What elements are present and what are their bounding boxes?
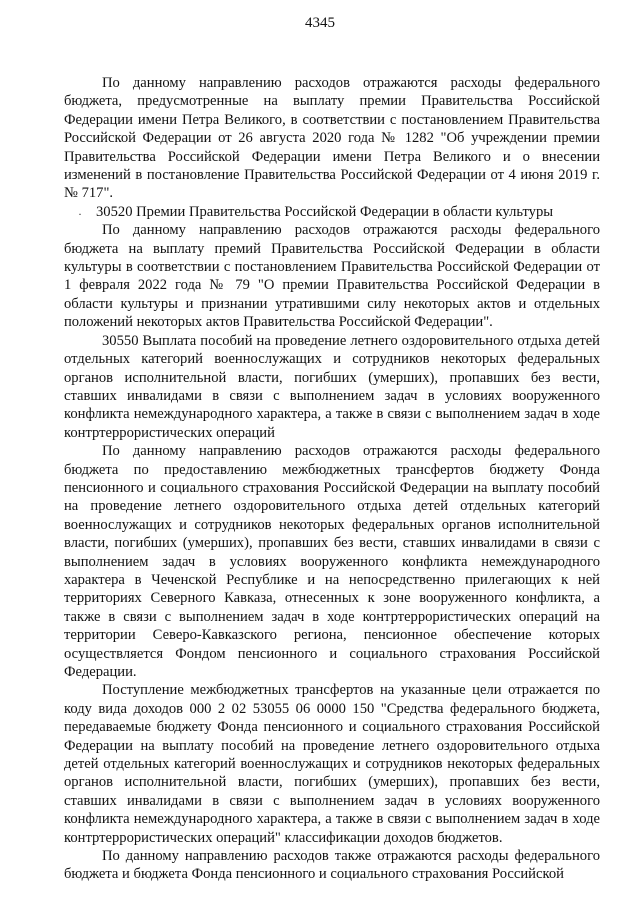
paragraph-culture-prizes: По данному направлению расходов отражаются расходы федерального бюджета на выплату премий Правительства Российской Федерации в области культуры в соответствии с постановлением Правительства Российской Федерации от 1 февраля 2022 года № 79 "О премии Правительства Российской Федерации в области культуры и признании утратившими силу некоторых актов и отдельных положений некоторых актов Правительства Российской Федерации". xyxy=(64,222,600,331)
paragraph-income-code: Поступление межбюджетных трансфертов на указанные цели отражается по коду вида доходов 000 2 02 53055 06 0000 150 "Средства федерального бюджета, передаваемые бюджету Фонда пенсионного и социального страхования Российской Федерации на выплату пособий на проведение летнего оздоровительного отдыха детей отдельных категорий военнослужащих и сотрудников некоторых федеральных органов исполнительной власти, погибших (умерших), пропавших без вести, ставших инвалидами в связи с выполнением задач в условиях вооруженного конфликта немеждународного характера, а также в связи с выполнением задач в ходе контртеррористических операций" классификации доходов бюджетов. xyxy=(64,682,600,846)
section-heading-30550: 30550 Выплата пособий на проведение летнего оздоровительного отдыха детей отдельных категорий военнослужащих и сотрудников некоторых федеральных органов исполнительной власти, погибших (умерших), пропавших без вести, ставших инвалидами в связи с выполнением задач в условиях вооруженного конфликта немеждународного характера, а также в связи с выполнением задач в ходе контртеррористических операций xyxy=(64,332,600,441)
paragraph-interbudget-transfers: По данному направлению расходов отражаются расходы федерального бюджета по предоставлению межбюджетных трансфертов бюджету Фонда пенсионного и социального страхования Российской Федерации на выплату пособий на проведение летнего оздоровительного отдыха детей отдельных категорий военнослужащих и сотрудников некоторых федеральных органов исполнительной власти, погибших (умерших), пропавших без вести, ставших инвалидами в связи с выполнением задач в условиях вооруженного конфликта немеждународного характера в Чеченской Республике и на непосредственно прилегающих к ней территориях Северного Кавказа, отнесенных к зоне вооруженного конфликта, а также в связи с выполнением задач в ходе контртеррористических операций на территории Северо-Кавказского региона, пенсионное обеспечение которых осуществляется Фондом пенсионного и социального страхования Российской Федерации. xyxy=(64,443,600,680)
page-number: 4345 xyxy=(305,15,335,31)
section-heading-30520-text: 30520 Премии Правительства Российской Федерации в области культуры xyxy=(96,203,554,220)
section-heading-30520 xyxy=(64,203,600,221)
paragraph-continued: По данному направлению расходов также отражаются расходы федерального бюджета и бюджета Фонда пенсионного и социального страхования Российской xyxy=(64,848,600,883)
document-body xyxy=(64,74,600,884)
margin-mark: · xyxy=(78,206,82,221)
paragraph-peter-the-great-prize: По данному направлению расходов отражаются расходы федерального бюджета, предусмотренные на выплату премии Правительства Российской Федерации имени Петра Великого, в соответствии с постановлением Правительства Российской Федерации от 26 августа 2020 года № 1282 "Об учреждении премии Правительства Российской Федерации имени Петра Великого и о внесении изменений в постановление Правительства Российской Федерации от 4 июня 2019 г. № 717". xyxy=(64,75,600,202)
